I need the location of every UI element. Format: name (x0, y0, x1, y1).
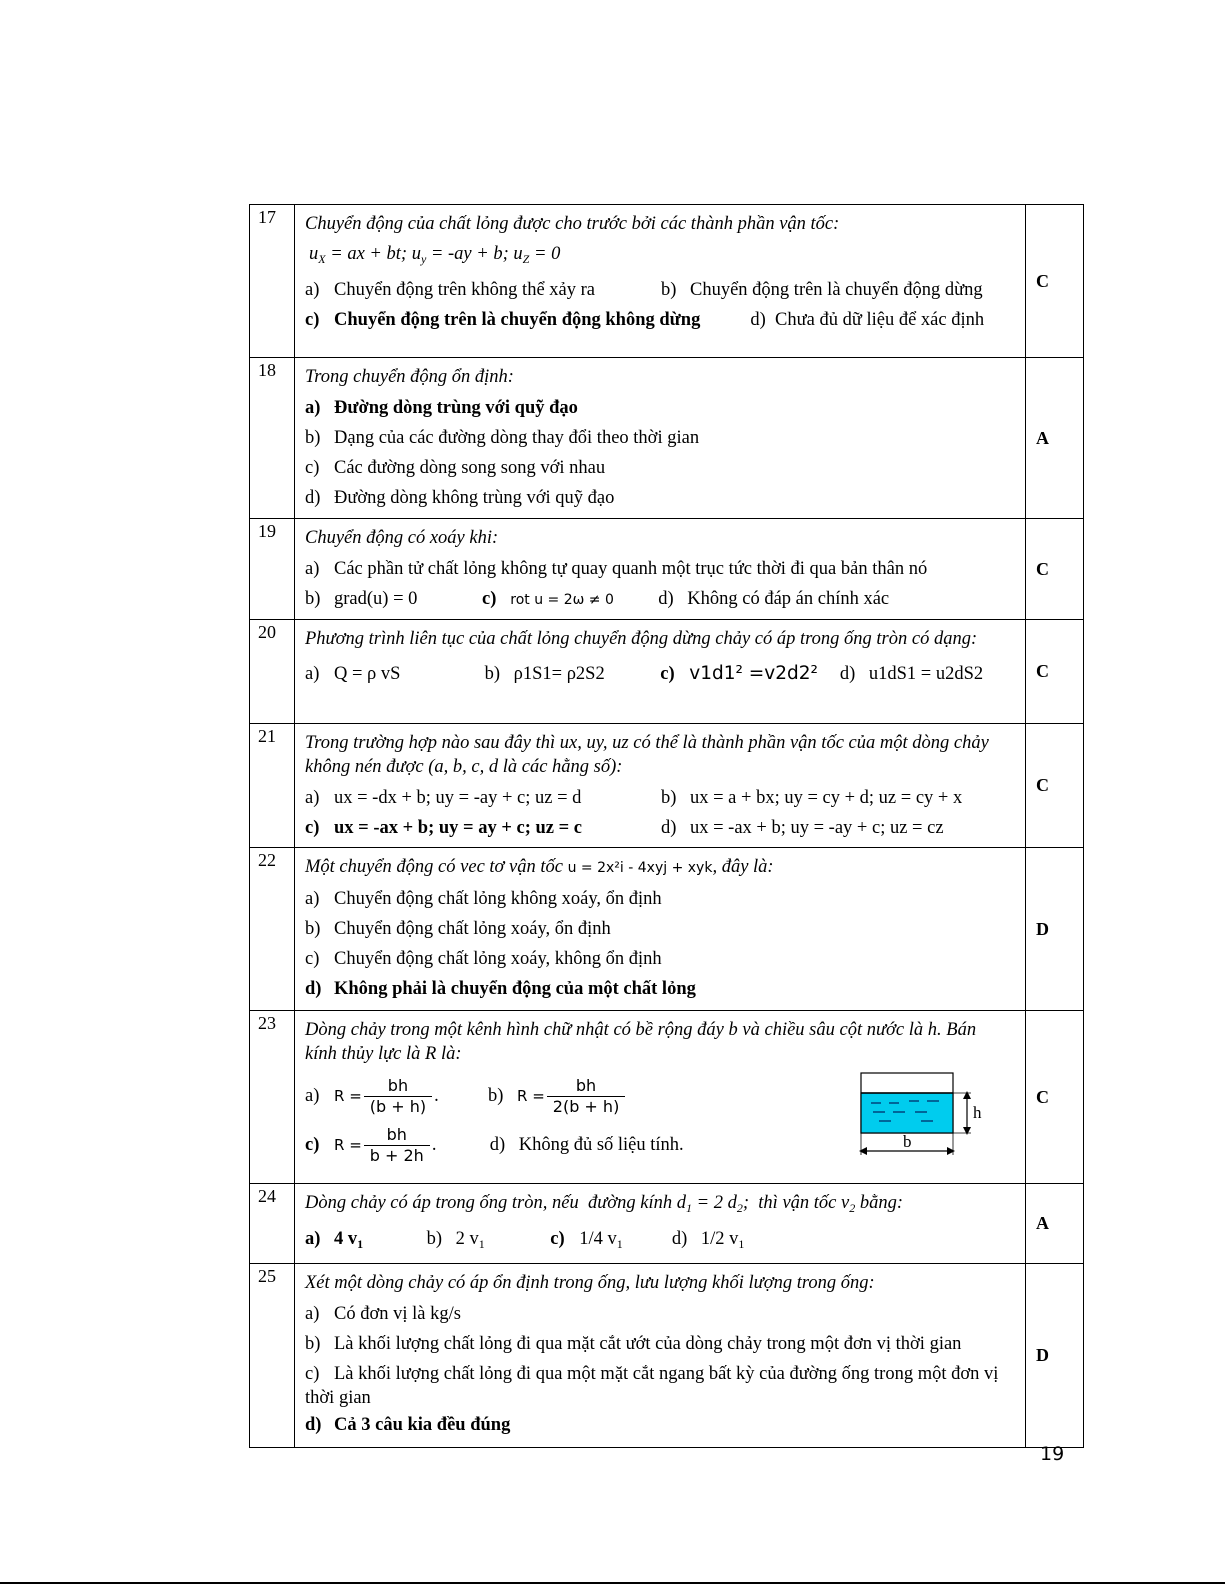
question-stem: Chuyển động của chất lỏng được cho trước bởi các thành phần vận tốc: (305, 214, 840, 234)
question-body (295, 1011, 1026, 1184)
option-b: b) ux = a + bx; uy = cy + d; uz = cy + x (661, 788, 963, 808)
answer-key: C (1026, 724, 1084, 848)
question-row (250, 358, 1084, 519)
question-number: 20 (250, 620, 295, 724)
question-stem: Xét một dòng chảy có áp ổn định trong ống, lưu lượng khối lượng trong ống: (305, 1273, 875, 1293)
option-c: c) ux = -ax + b; uy = ay + c; uz = c (305, 818, 582, 838)
question-stem: Phương trình liên tục của chất lỏng chuyển động dừng chảy có áp trong ống tròn có dạng: (305, 629, 978, 649)
option-d: d) Cả 3 câu kia đều đúng (305, 1415, 511, 1435)
question-row (250, 1011, 1084, 1184)
channel-cross-section-diagram (859, 1071, 989, 1161)
question-body (295, 1184, 1026, 1264)
option-a: a) Các phần tử chất lỏng không tự quay quanh một trục tức thời đi qua bản thân nó (305, 559, 928, 579)
question-body (295, 358, 1026, 519)
options-row-ab: a) R = $\frac{bh}{(b + h)}$ . b) R = $\frac{bh}{2(b + h)}$ (305, 1070, 1015, 1117)
question-stem: Chuyển động có xoáy khi: (305, 528, 499, 548)
option-a: a) Đường dòng trùng với quỹ đạo (305, 398, 578, 418)
question-body (295, 724, 1026, 848)
question-stem: Trong chuyển động ổn định: (305, 367, 514, 387)
question-row (250, 1264, 1084, 1448)
option-a: a) Chuyển động trên không thể xảy ra (305, 280, 595, 300)
question-body (295, 848, 1026, 1011)
question-formula: $u_X$ = ax + bt; $u_y = -ay + b$; $u_Z = 0$ (309, 244, 561, 266)
option-a: a) ux = -dx + b; uy = -ay + c; uz = d (305, 788, 582, 808)
question-body (295, 205, 1026, 358)
question-number: 21 (250, 724, 295, 848)
option-b-c-d: b) grad(u) = 0 c) rot u = 2ω ≠ 0 d) Không có đáp án chính xác (305, 589, 890, 609)
option-c: c) Các đường dòng song song với nhau (305, 458, 606, 478)
question-row (250, 620, 1084, 724)
answer-key: A (1026, 358, 1084, 519)
diagram-b-label: b (903, 1132, 912, 1151)
answer-key: D (1026, 848, 1084, 1011)
page-number: 19 (1040, 1443, 1065, 1465)
option-c: c) Chuyển động chất lỏng xoáy, không ổn định (305, 949, 662, 969)
option-c-d: c) Chuyển động trên là chuyển động không dừng d) Chưa đủ dữ liệu để xác định (305, 310, 985, 330)
answer-key: C (1026, 1011, 1084, 1184)
quiz-table (249, 204, 1084, 1448)
option-c: c) Là khối lượng chất lỏng đi qua một mặt cắt ngang bất kỳ của đường ống trong một đơn vị thời gian (305, 1364, 999, 1408)
answer-key: C (1026, 519, 1084, 620)
options-row: a) 4 $v_1$ b) 2 $v_1$ c) 1/4 $v_1$ d) 1/2 $v_1$ (305, 1229, 745, 1251)
question-row (250, 205, 1084, 358)
option-b: b) Dạng của các đường dòng thay đổi theo thời gian (305, 428, 700, 448)
answer-key: C (1026, 620, 1084, 724)
answer-key: C (1026, 205, 1084, 358)
question-stem: Dòng chảy trong một kênh hình chữ nhật có bề rộng đáy b và chiều sâu cột nước là h. Bán kính thủy lực là R là: (305, 1020, 977, 1064)
question-body (295, 620, 1026, 724)
question-number: 24 (250, 1184, 295, 1264)
options-row-cd: c) R = $\frac{bh}{b + 2h}$ . d) Không đủ số liệu tính. (305, 1125, 684, 1165)
question-stem: Một chuyển động có vec tơ vận tốc u = 2x²i - 4xyj + xyk, đây là: (305, 857, 774, 877)
question-body (295, 1264, 1026, 1448)
answer-key: A (1026, 1184, 1084, 1264)
question-stem: Trong trường hợp nào sau đây thì ux, uy, uz có thể là thành phần vận tốc của một dòng chảy không nén được (a, b, c, d là các hằng số): (305, 733, 989, 777)
option-d: d) Đường dòng không trùng với quỹ đạo (305, 488, 615, 508)
option-b: b) Là khối lượng chất lỏng đi qua mặt cắt ướt của dòng chảy trong một đơn vị thời gian (305, 1334, 962, 1354)
option-d: d) ux = -ax + b; uy = -ay + c; uz = cz (661, 818, 944, 838)
question-stem: Dòng chảy có áp trong ống tròn, nếu đường kính $d_1 = 2$ $d_2$; thì vận tốc $v_2$ bằng: (305, 1193, 904, 1215)
question-row (250, 1184, 1084, 1264)
question-number: 22 (250, 848, 295, 1011)
question-number: 23 (250, 1011, 295, 1184)
options-row: a) Q = ρ vS b) ρ1S1= ρ2S2 c) v1d1² =v2d2² d) u1dS1 = u2dS2 (305, 663, 984, 684)
question-row (250, 848, 1084, 1011)
question-number: 19 (250, 519, 295, 620)
question-number: 18 (250, 358, 295, 519)
bottom-border (0, 1582, 1225, 1584)
option-b: b) Chuyển động chất lỏng xoáy, ổn định (305, 919, 611, 939)
option-a: a) Chuyển động chất lỏng không xoáy, ổn định (305, 889, 662, 909)
option-a: a) Có đơn vị là kg/s (305, 1304, 461, 1324)
question-number: 17 (250, 205, 295, 358)
option-b: b) Chuyển động trên là chuyển động dừng (661, 280, 983, 300)
question-number: 25 (250, 1264, 295, 1448)
option-d: d) Không phải là chuyển động của một chất lỏng (305, 979, 696, 999)
diagram-h-label: h (973, 1103, 982, 1122)
question-body (295, 519, 1026, 620)
answer-key: D (1026, 1264, 1084, 1448)
question-row (250, 519, 1084, 620)
question-row (250, 724, 1084, 848)
